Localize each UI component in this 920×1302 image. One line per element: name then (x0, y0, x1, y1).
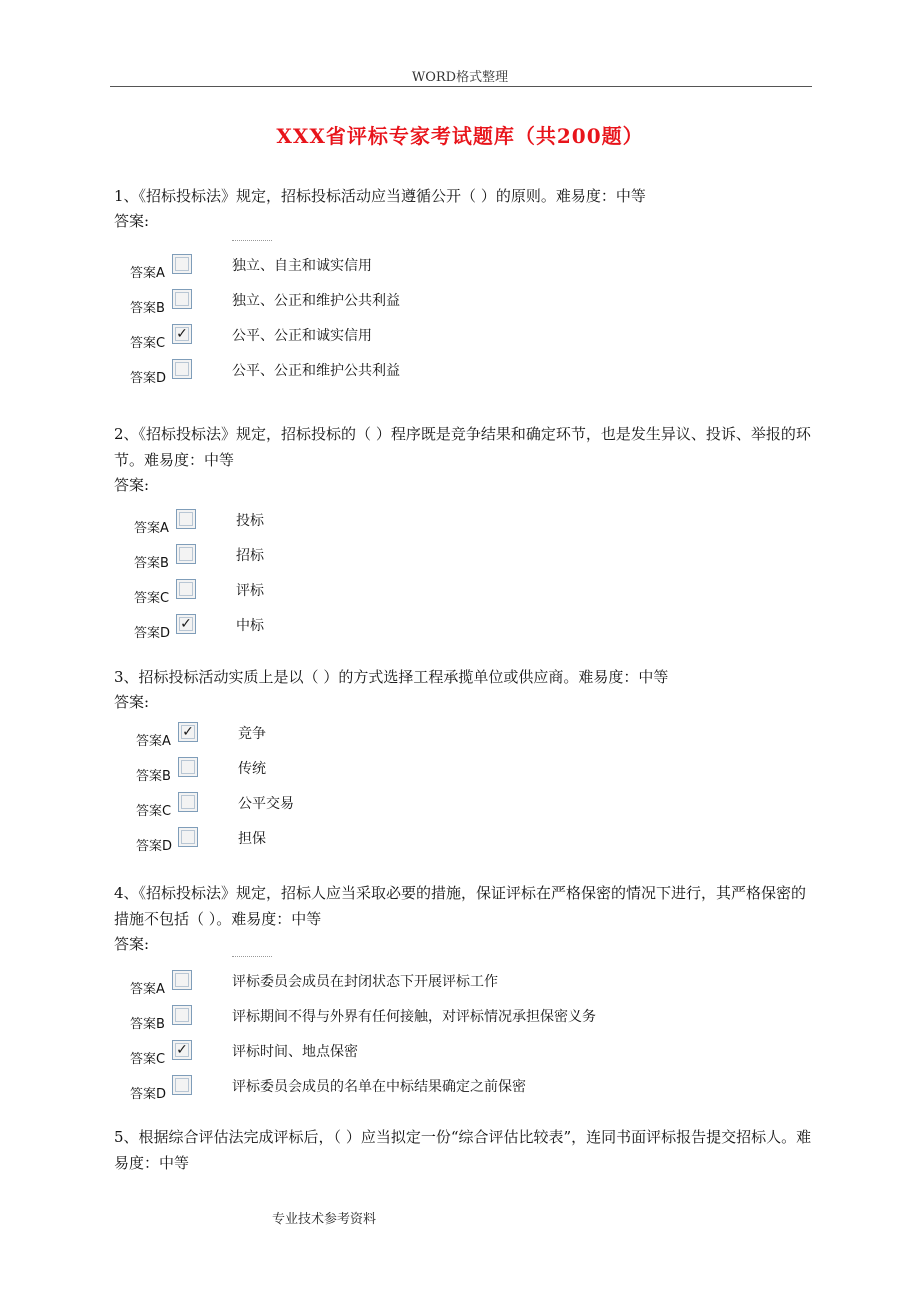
option-c (118, 579, 818, 614)
checkbox[interactable] (172, 359, 192, 379)
question-text: 2、《招标投标法》规定，招标投标的（ ）程序既是竞争结果和确定环节，也是发生异议、投诉、举报的环节。难易度：中等 (114, 425, 811, 469)
option-label: 答案C (134, 591, 170, 606)
question-text: 4、《招标投标法》规定，招标人应当采取必要的措施，保证评标在严格保密的情况下进行，其严格保密的措施不包括（ ）。难易度：中等 (114, 884, 807, 928)
option-c (114, 324, 814, 359)
option-text: 独立、自主和诚实信用 (232, 258, 372, 274)
option-a (114, 970, 814, 1005)
option-list (118, 509, 818, 649)
option-a (118, 509, 818, 544)
answer-prefix: 答案: (114, 693, 150, 711)
option-label: 答案B (130, 301, 165, 316)
option-label: 答案D (130, 1087, 167, 1102)
option-text: 独立、公正和维护公共利益 (232, 293, 400, 309)
option-c (114, 1040, 814, 1075)
question-text: 5、根据综合评估法完成评标后，（ ）应当拟定一份“综合评估比较表”，连同书面评标报告提交招标人。难易度：中等 (114, 1128, 812, 1172)
question-5 (114, 1124, 814, 1176)
checkbox[interactable] (172, 1005, 192, 1025)
option-text: 竞争 (238, 726, 266, 742)
option-label: 答案D (130, 371, 167, 386)
checkbox[interactable] (172, 1075, 192, 1095)
option-text: 评标委员会成员在封闭状态下开展评标工作 (232, 974, 498, 990)
option-label: 答案A (130, 266, 165, 281)
question-text: 1、《招标投标法》规定，招标投标活动应当遵循公开（ ）的原则。难易度：中等 (114, 187, 646, 205)
page-header: WORD格式整理 (411, 70, 509, 85)
option-label: 答案A (136, 734, 171, 749)
page-footer: 专业技术参考资料 (272, 1212, 377, 1227)
document-title: XXX省评标专家考试题库（共200题） (276, 124, 644, 148)
option-c (120, 792, 820, 827)
option-label: 答案B (136, 769, 171, 784)
option-b (118, 544, 818, 579)
option-b (120, 757, 820, 792)
option-text: 评标 (236, 583, 264, 599)
option-text: 评标时间、地点保密 (232, 1044, 358, 1060)
option-text: 投标 (236, 513, 264, 529)
option-d (114, 1075, 814, 1110)
checkbox[interactable] (178, 827, 198, 847)
option-label: 答案A (134, 521, 169, 536)
checkbox[interactable]: ✓ (176, 614, 196, 634)
option-text: 评标期间不得与外界有任何接触，对评标情况承担保密义务 (232, 1009, 596, 1025)
option-text: 公平、公正和诚实信用 (232, 328, 372, 344)
option-text: 中标 (236, 618, 264, 634)
checkbox[interactable] (176, 544, 196, 564)
checkbox[interactable]: ✓ (172, 324, 192, 344)
option-label: 答案C (130, 336, 166, 351)
checkbox[interactable] (176, 579, 196, 599)
question-4 (114, 880, 814, 1110)
option-label: 答案B (134, 556, 169, 571)
option-list (114, 254, 814, 394)
dotted-mark (232, 956, 272, 957)
option-list (114, 970, 814, 1110)
option-label: 答案D (134, 626, 171, 641)
option-label: 答案B (130, 1017, 165, 1032)
option-label: 答案A (130, 982, 165, 997)
checkbox[interactable] (178, 792, 198, 812)
answer-prefix: 答案: (114, 476, 150, 494)
question-1 (114, 183, 814, 394)
header-divider (110, 86, 812, 87)
option-label: 答案C (130, 1052, 166, 1067)
question-text: 3、招标投标活动实质上是以（ ）的方式选择工程承揽单位或供应商。难易度：中等 (114, 668, 669, 686)
option-text: 招标 (236, 548, 264, 564)
option-text: 评标委员会成员的名单在中标结果确定之前保密 (232, 1079, 526, 1095)
option-d (114, 359, 814, 394)
option-a (120, 722, 820, 757)
option-label: 答案C (136, 804, 172, 819)
dotted-mark (232, 240, 272, 241)
option-label: 答案D (136, 839, 173, 854)
answer-prefix: 答案: (114, 935, 150, 953)
checkbox[interactable] (172, 289, 192, 309)
option-list (120, 722, 820, 862)
answer-prefix: 答案: (114, 212, 150, 230)
question-3 (114, 664, 814, 862)
checkbox[interactable] (172, 970, 192, 990)
option-text: 担保 (238, 831, 266, 847)
checkbox[interactable] (172, 254, 192, 274)
option-text: 公平交易 (238, 796, 294, 812)
checkbox[interactable]: ✓ (172, 1040, 192, 1060)
checkbox[interactable] (178, 757, 198, 777)
option-d (118, 614, 818, 649)
checkbox[interactable]: ✓ (178, 722, 198, 742)
option-b (114, 1005, 814, 1040)
option-a (114, 254, 814, 289)
question-2 (114, 421, 814, 649)
option-text: 传统 (238, 761, 266, 777)
checkbox[interactable] (176, 509, 196, 529)
option-text: 公平、公正和维护公共利益 (232, 363, 400, 379)
option-b (114, 289, 814, 324)
option-d (120, 827, 820, 862)
